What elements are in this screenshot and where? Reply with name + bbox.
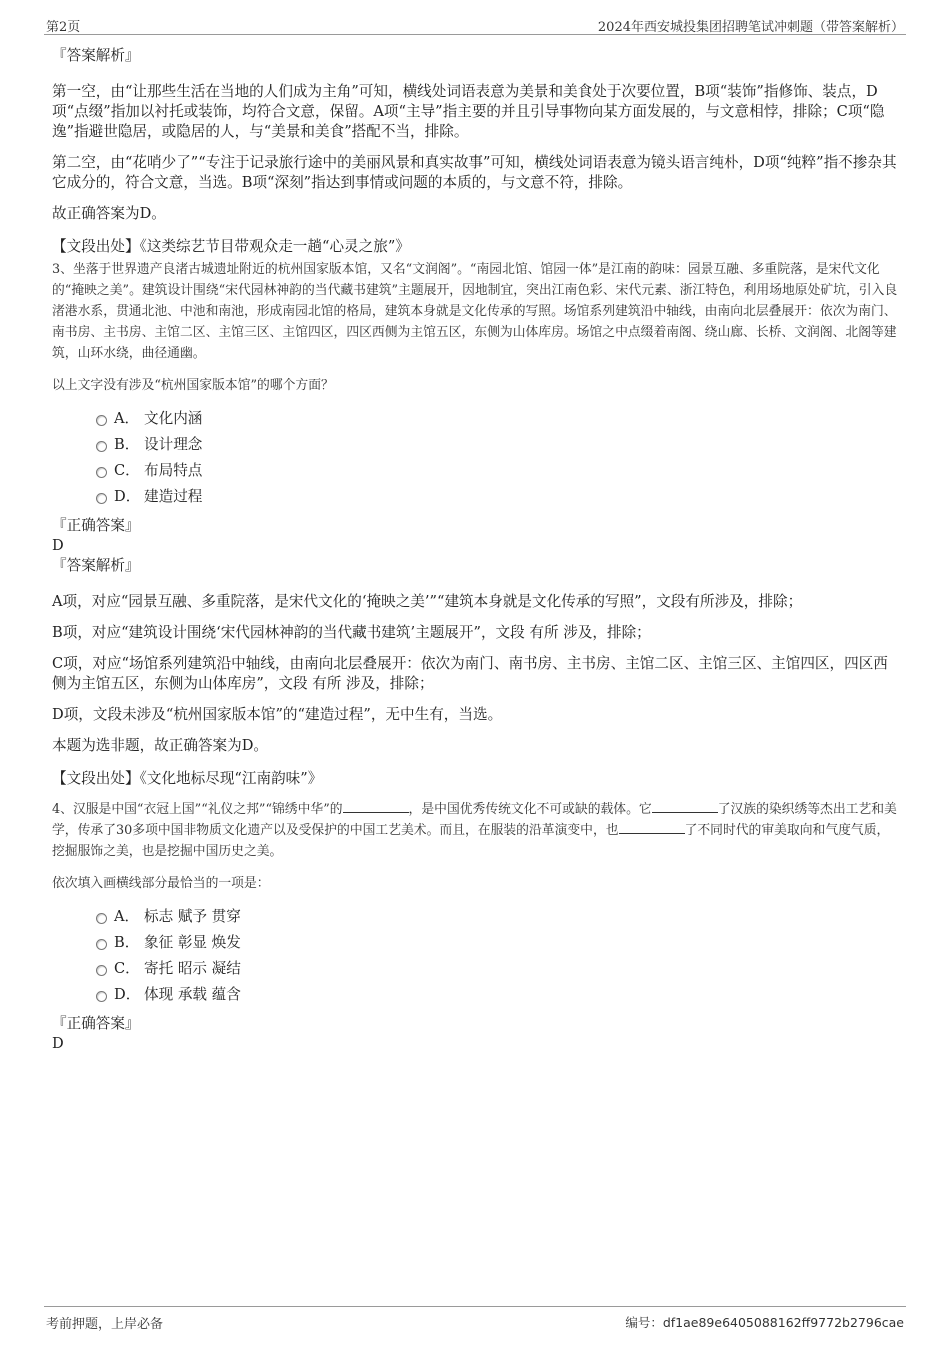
- q2-source: 【文段出处】《这类综艺节目带观众走一趟“心灵之旅”》: [52, 238, 410, 255]
- q3-options: [52, 406, 902, 510]
- document-title: 2024年西安城投集团招聘笔试冲刺题（带答案解析）: [597, 20, 904, 35]
- fill-blank-3: [619, 821, 685, 834]
- radio-icon[interactable]: [96, 441, 107, 452]
- q4-options: [52, 904, 902, 1008]
- q3-stem: 3、坐落于世界遗产良渚古城遗址附近的杭州国家版本馆，又名“文润阁”。“南园北馆、馆园一体”是江南的韵味：园景互融、多重院落，是宋代文化的“掩映之美”。建筑设计围绕“宋代园林神韵的当代藏书建筑”主题展开，因地制宜，突出江南色彩、宋代元素、浙江特色，利用场地原处矿坑，引入良渚港水系，贯通北池、中池和南池，形成南园北馆的格局，建筑本身就是文化传承的写照。场馆系列建筑沿中轴线，由南向北层叠展开：依次为南门、南书房、主书房、主馆二区、主馆三区、主馆四区，四区西侧为主馆五区，东侧为山体库房。场馆之中点缀着南阁、绕山廊、长桥、文润阁、北阁等建筑，山环水绕，曲径通幽。: [52, 262, 898, 361]
- q3-option-c[interactable]: C． 布局特点: [52, 458, 902, 484]
- q4-option-b[interactable]: B． 象征 彰显 焕发: [52, 930, 902, 956]
- document-code: 编号：df1ae89e6405088162ff9772b2796cae: [625, 1315, 904, 1330]
- q2-analysis-para3: 故正确答案为D。: [52, 205, 166, 222]
- q3-option-b[interactable]: B． 设计理念: [52, 432, 902, 458]
- page-content: [52, 44, 902, 1054]
- q2-analysis-para2: 第二空，由“花哨少了”“专注于记录旅行途中的美丽风景和真实故事”可知，横线处词语表意为镜头语言纯朴，D项“纯粹”指不掺杂其它成分的，符合文意，当选。B项“深刻”指达到事情或问题的本质的，与文意不符，排除。: [52, 154, 897, 191]
- q4-answer: D: [52, 1035, 64, 1052]
- q4-question: 依次填入画横线部分最恰当的一项是：: [52, 876, 270, 891]
- q2-analysis-para1: 第一空，由“让那些生活在当地的人们成为主角”可知，横线处词语表意为美景和美食处于次要位置，B项“装饰”指修饰、装点，D项“点缀”指加以衬托或装饰，均符合文意，保留。A项“主导”指主要的并且引导事物向某方面发展的，与文意相悖，排除；C项“隐逸”指避世隐居，或隐居的人，与“美景和美食”搭配不当，排除。: [52, 83, 885, 140]
- page-footer: [44, 1306, 906, 1331]
- q4-answer-title: 『正确答案』: [52, 1015, 140, 1032]
- q3-analysis-a: A项，对应“园景互融、多重院落，是宋代文化的‘掩映之美’”“建筑本身就是文化传承的写照”，文段有所涉及，排除；: [52, 593, 803, 610]
- fill-blank-2: [652, 800, 718, 813]
- q4-option-a[interactable]: A． 标志 赋予 贯穿: [52, 904, 902, 930]
- footer-slogan: 考前押题，上岸必备: [46, 1317, 164, 1332]
- q3-analysis-c: C项，对应“场馆系列建筑沿中轴线，由南向北层叠展开：依次为南门、南书房、主书房、主馆二区、主馆三区、主馆四区，四区西侧为主馆五区，东侧为山体库房”，文段 有所 涉及，排除；: [52, 655, 888, 692]
- q3-option-d[interactable]: D． 建造过程: [52, 484, 902, 510]
- radio-icon[interactable]: [96, 965, 107, 976]
- radio-icon[interactable]: [96, 913, 107, 924]
- q3-analysis-conclusion: 本题为选非题，故正确答案为D。: [52, 737, 269, 754]
- radio-icon[interactable]: [96, 467, 107, 478]
- q3-analysis-d: D项，文段未涉及“杭州国家版本馆”的“建造过程”，无中生有，当选。: [52, 706, 503, 723]
- q4-option-d[interactable]: D． 体现 承载 蕴含: [52, 982, 902, 1008]
- q3-analysis-title: 『答案解析』: [52, 557, 140, 574]
- q3-source: 【文段出处】《文化地标尽现“江南韵味”》: [52, 770, 323, 787]
- page-number: 第2页: [46, 20, 81, 35]
- q4-stem: 4、汉服是中国“衣冠上国”“礼仪之邦”“锦绣中华”的 ，是中国优秀传统文化不可或缺的载体。它 了汉族的染织绣等杰出工艺和美学，传承了30多项中国非物质文化遗产以及受保护的中国工艺美术。而且，在服装的沿革演变中，也 了不同时代的审美取向和气度气质，挖掘服饰之美，也是挖掘中国历史之美。: [52, 802, 897, 859]
- radio-icon[interactable]: [96, 415, 107, 426]
- radio-icon[interactable]: [96, 939, 107, 950]
- q3-question: 以上文字没有涉及“杭州国家版本馆”的哪个方面？: [52, 378, 334, 393]
- q3-answer-title: 『正确答案』: [52, 517, 140, 534]
- q2-analysis-title: 『答案解析』: [52, 47, 140, 64]
- page-header: [44, 14, 906, 35]
- q3-analysis-b: B项，对应“建筑设计围绕‘宋代园林神韵的当代藏书建筑’主题展开”，文段 有所 涉及，排除；: [52, 624, 651, 641]
- q4-option-c[interactable]: C． 寄托 昭示 凝结: [52, 956, 902, 982]
- q3-option-a[interactable]: A． 文化内涵: [52, 406, 902, 432]
- q3-answer: D: [52, 537, 64, 554]
- fill-blank-1: [343, 800, 409, 813]
- radio-icon[interactable]: [96, 991, 107, 1002]
- radio-icon[interactable]: [96, 493, 107, 504]
